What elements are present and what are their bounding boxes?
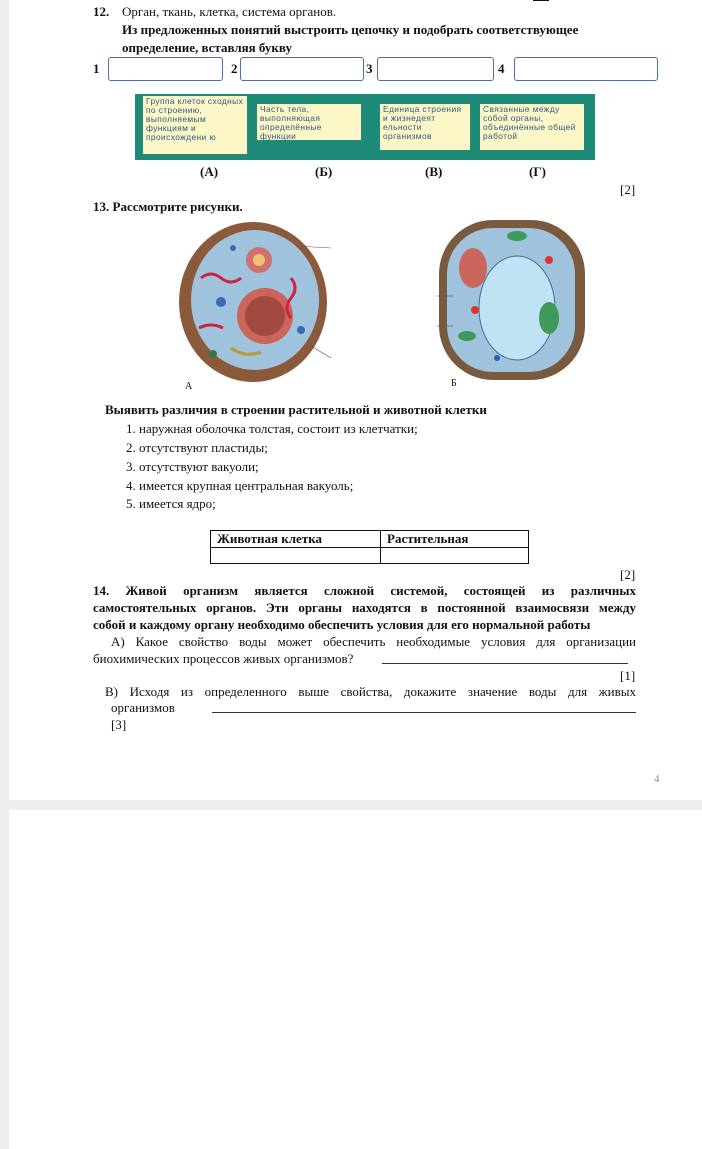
definition-card-b: Часть тела, выполняющая определённые функции	[257, 104, 361, 140]
box-label-4: 4	[498, 61, 505, 76]
box-label-3: 3	[366, 61, 373, 76]
box-label-2: 2	[231, 61, 238, 76]
q12-task-line2: определение, вставляя букву	[122, 40, 293, 55]
worksheet-page	[9, 0, 702, 800]
plant-cell-figure	[437, 216, 587, 384]
q13-item-3: 3. отсутствуют вакуоли;	[126, 459, 259, 474]
answer-box-2[interactable]	[240, 57, 364, 81]
cells-answer-table	[210, 530, 529, 564]
q13-item-4: 4. имеется крупная центральная вакуоль;	[126, 478, 354, 493]
q14-line2: самостоятельных органов. Эти органы находятся в постоянной взаимосвязи между	[93, 600, 636, 615]
q14-b-score: [3]	[111, 717, 127, 732]
q12-score: [2]	[620, 182, 636, 197]
answer-cell-plant[interactable]	[381, 548, 529, 564]
animal-cell-figure	[171, 218, 331, 394]
q12-task-line1: Из предложенных понятий выстроить цепочку и подобрать соответствующее	[122, 22, 579, 37]
q14-b-answer-line[interactable]	[212, 712, 636, 713]
page-number: 4	[654, 773, 660, 785]
table-header-plant: Растительная	[381, 531, 529, 548]
box-label-1: 1	[93, 61, 100, 76]
q13-title: 13. Рассмотрите рисунки.	[93, 199, 243, 214]
letter-a: (А)	[200, 164, 219, 179]
q12-intro: Орган, ткань, клетка, система органов.	[122, 4, 337, 19]
q14-line1: 14. Живой организм является сложной системой, состоящей из различных	[93, 583, 636, 598]
definitions-panel	[135, 94, 595, 160]
q12-number: 12.	[93, 4, 110, 19]
figure-a-label: А	[185, 381, 193, 392]
letter-b: (Б)	[315, 164, 333, 179]
q13-item-1: 1. наружная оболочка толстая, состоит из клетчатки;	[126, 421, 418, 436]
q14-a-score: [1]	[620, 668, 636, 683]
q13-item-2: 2. отсутствуют пластиды;	[126, 440, 268, 455]
q13-task: Выявить различия в строении растительной и животной клетки	[105, 402, 487, 417]
answer-box-3[interactable]	[377, 57, 494, 81]
table-header-animal: Животная клетка	[211, 531, 381, 548]
q14-a-answer-line[interactable]	[382, 663, 628, 664]
definition-card-d: Связанные между собой органы, объединённые общей работой	[480, 104, 584, 150]
figure-b-label: Б	[451, 378, 457, 389]
q14-line3: собой и каждому органу необходимо обеспечить условия для его нормальной работы	[93, 617, 591, 632]
next-page-blank	[9, 810, 702, 1149]
q14-a-question-cont: биохимических процессов живых организмов?	[93, 651, 354, 666]
answer-box-4[interactable]	[514, 57, 658, 81]
definition-card-c: Единица строения и жизнедеят ельности организмов	[380, 104, 470, 150]
definition-card-a: Группа клеток сходных по строению, выполняемым функциям и происхождени ю	[143, 96, 247, 154]
letter-v: (В)	[425, 164, 443, 179]
q14-b-question-cont: организмов	[111, 700, 175, 715]
q13-item-5: 5. имеется ядро;	[126, 496, 216, 511]
q14-b-question: В) Исходя из определенного выше свойства, докажите значение воды для живых	[105, 684, 636, 699]
q14-a-question: А) Какое свойство воды может обеспечить необходимые условия для организации	[111, 634, 636, 649]
answer-box-1[interactable]	[108, 57, 223, 81]
letter-g: (Г)	[529, 164, 546, 179]
answer-cell-animal[interactable]	[211, 548, 381, 564]
q13-score: [2]	[620, 567, 636, 582]
top-mark	[533, 0, 549, 1]
